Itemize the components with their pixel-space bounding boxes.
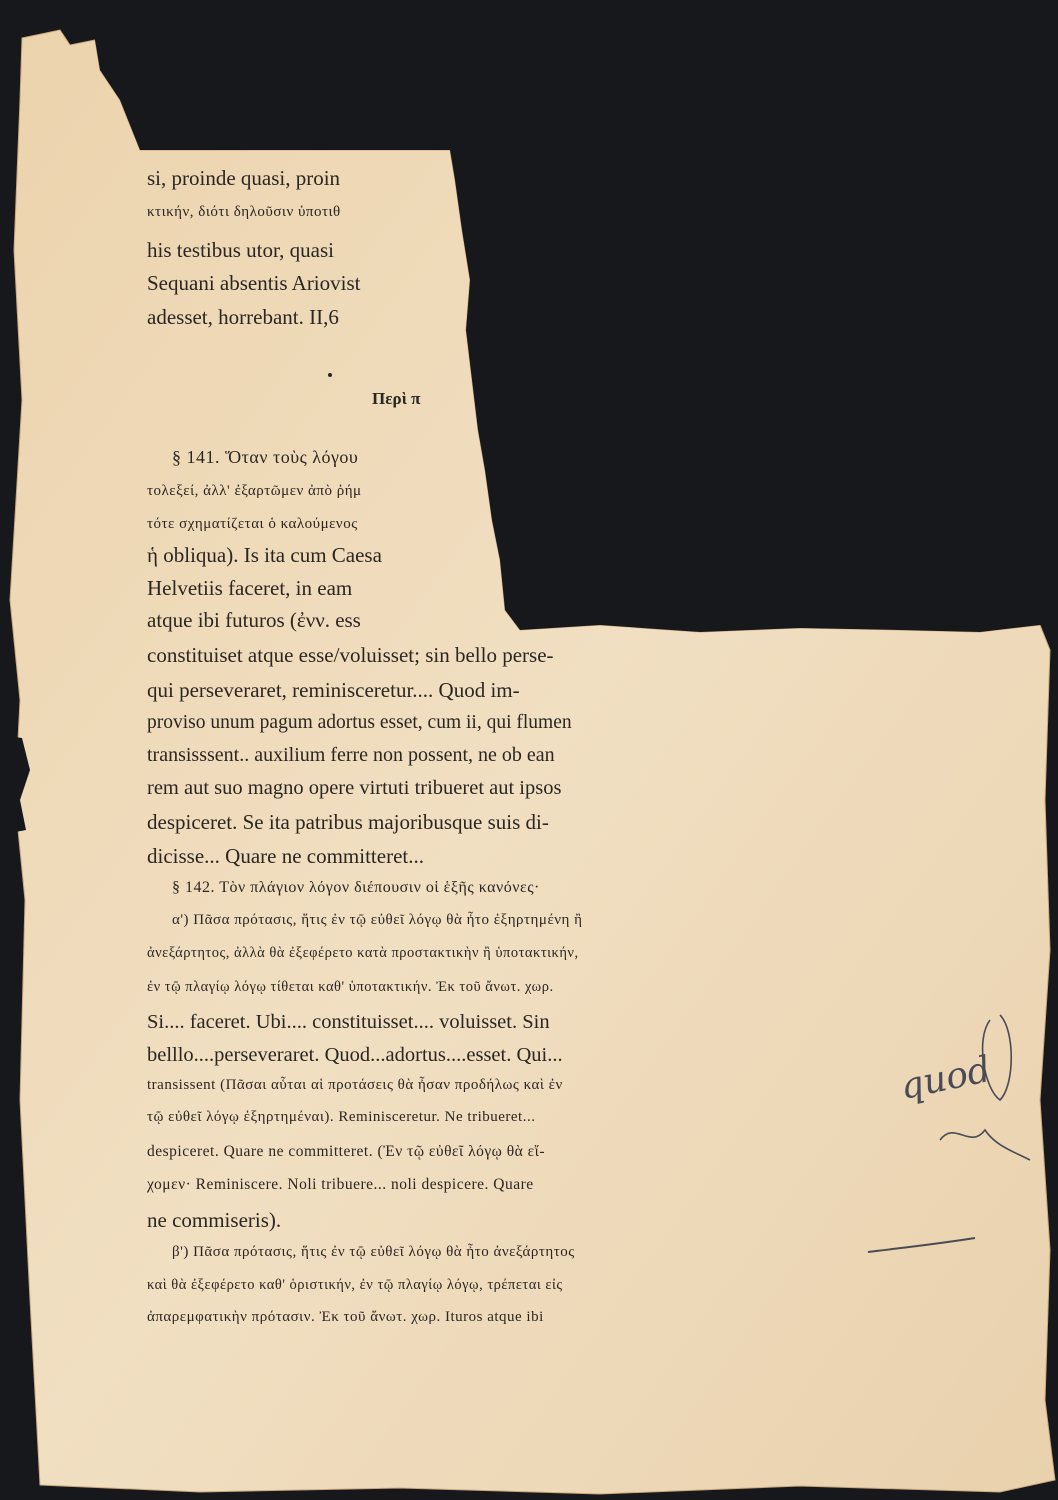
text-line: ἡ obliqua). Is ita cum Caesa [147,543,382,567]
text-line: § 141. Ὅταν τοὺς λόγου [172,447,359,467]
text-line: τολεξεί, ἀλλ' ἐξαρτῶμεν ἀπὸ ῥήμ [147,483,362,499]
text-line: transissent (Πᾶσαι αὗται αἱ προτάσεις θὰ ἦσαν προδήλως καὶ ἐν [147,1077,563,1093]
text-line: rem aut suo magno opere virtuti tribueret aut ipsos [147,777,562,799]
text-line: atque ibi futuros (ἐνν. ess [147,608,361,632]
text-line: § 142. Τὸν πλάγιον λόγον διέπουσιν οἱ ἑξῆς κανόνες· [172,879,540,896]
ink-speck [328,373,332,377]
text-line: ne commiseris). [147,1208,282,1232]
text-line: α') Πᾶσα πρότασις, ἥτις ἐν τῷ εὐθεῖ λόγῳ θὰ ἦτο ἐξηρτημένη ἢ [172,912,583,928]
text-line: qui perseveraret, reminisceretur.... Quod im- [147,678,520,702]
text-line: constituiset atque esse/voluisset; sin bello perse- [147,643,554,667]
text-line: κτικήν, διότι δηλοῦσιν ὑποτιθ [147,204,341,220]
text-line: Si.... faceret. Ubi.... constituisset.... voluisset. Sin [147,1011,550,1033]
text-line: transisssent.. auxilium ferre non possent, ne ob ean [147,744,555,766]
text-line: β') Πᾶσα πρότασις, ἥτις ἐν τῷ εὐθεῖ λόγῳ θὰ ἦτο ἀνεξάρτητος [172,1244,575,1260]
text-line: his testibus utor, quasi [147,238,334,262]
text-line: ἐν τῷ πλαγίῳ λόγῳ τίθεται καθ' ὑποτακτικήν. Ἐκ τοῦ ἄνωτ. χωρ. [147,979,554,995]
text-line: χομεν· Reminiscere. Noli tribuere... noli despicere. Quare [147,1176,534,1193]
handwritten-margin-note: quod [896,1048,995,1109]
text-line: despiceret. Se ita patribus majoribusque suis di- [147,810,549,834]
text-line: dicisse... Quare ne committeret... [147,844,424,868]
text-line: τῷ εὐθεῖ λόγῳ ἐξηρτημέναι). Reminisceretur. Ne tribueret... [147,1109,536,1125]
text-line: despiceret. Quare ne committeret. (Ἐν τῷ εὐθεῖ λόγῳ θὰ εἴ- [147,1143,546,1160]
text-line: ἀνεξάρτητος, ἀλλὰ θὰ ἐξεφέρετο κατὰ προστακτικὴν ἢ ὑποτακτικήν, [147,945,579,961]
text-line: adesset, horrebant. II,6 [147,305,339,329]
text-line: si, proinde quasi, proin [147,166,341,190]
text-line: Helvetiis faceret, in eam [147,576,353,600]
text-line: Sequani absentis Ariovist [147,271,361,295]
text-line: τότε σχηματίζεται ὁ καλούμενος [147,516,358,532]
text-line: ἀπαρεμφατικὴν πρότασιν. Ἐκ τοῦ ἄνωτ. χωρ. Ituros atque ibi [147,1309,544,1325]
text-line: καὶ θὰ ἐξεφέρετο καθ' ὁριστικήν, ἐν τῷ πλαγίῳ λόγῳ, τρέπεται εἰς [147,1277,563,1293]
text-line: proviso unum pagum adortus esset, cum ii, qui flumen [147,712,572,733]
section-heading: Περὶ π [372,389,421,408]
text-line: belllo....perseveraret. Quod...adortus....esset. Qui... [147,1044,563,1066]
